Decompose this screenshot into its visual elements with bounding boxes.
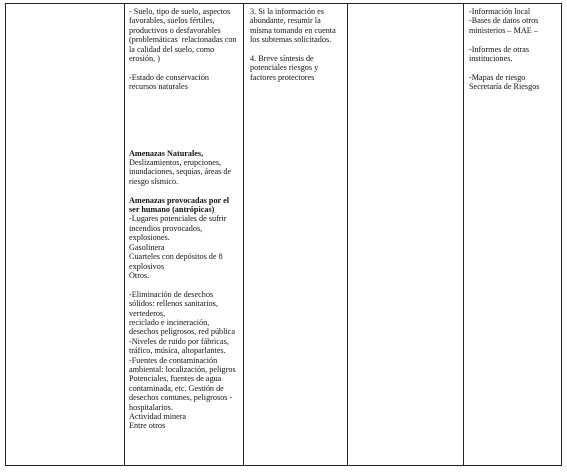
text-line: ambiental: localización, peligros [129,364,236,374]
text-line: sólidos: rellenos sanitarios, [129,299,218,309]
text-line: misma tomando en cuenta [250,25,336,35]
table-cell-col2 [125,4,243,465]
text-line: -Bases de datos otros [469,16,539,26]
text-line: -Mapas de riesgo [469,72,526,82]
text-line: -Lugares potenciales de sufrir [129,214,227,224]
table-cell-col5 [464,4,561,465]
text-line: contaminada, etc. Gestión de [129,383,224,393]
text-line: -Fuentes de contaminación [129,355,218,365]
table-cell-col1 [6,4,124,465]
text-line: - Suelo, tipo de suelo, aspectos [129,7,231,16]
text-line: instituciones. [469,54,513,64]
text-line: reciclado e incineración, [129,317,210,327]
text-line: Cuarteles con depósitos de 8 [129,252,223,262]
section-heading-human: ser humano (antrópicas) [129,205,215,215]
text-line: la calidad del suelo, como [129,44,215,54]
text-line: vertederos, [129,308,166,318]
text-line: -Niveles de ruido por fábricas, [129,336,229,346]
text-line: Entre otros [129,421,166,431]
text-line: -Eliminación de desechos [129,289,214,299]
text-line: favorables, suelos fértiles, [129,16,215,26]
text-line: -Estado de conservación [129,72,210,82]
text-line: los subtemas solicitados. [250,35,332,45]
text-line: inundaciones, sequías, áreas de [129,167,232,177]
text-line: -Informes de otras [469,44,530,54]
text-line: -Información local [469,7,531,16]
requirements-table [5,3,562,466]
text-line: productivos o desfavorables [129,25,221,35]
text-line: incendios provocados, [129,223,203,233]
text-line: Secretaría de Riesgos [469,82,540,92]
text-line: desechos peligrosos, red pública [129,327,235,337]
text-line: erosión, ) [129,54,160,64]
text-line: recursos naturales [129,82,188,92]
text-line: tráfico, música, altoparlantes. [129,346,226,356]
text-line: desechos comunes, peligrosos - [129,393,233,403]
text-line: explosivos [129,261,165,271]
table-cell-col3 [244,4,347,465]
text-line: hospitalarios. [129,402,173,412]
text-line: (problemáticas relacionadas con [129,35,237,45]
text-line: factores protectores [250,72,315,82]
text-line: abundante, resumir la [250,16,321,26]
text-line: ministerios – MAE – [469,25,538,35]
text-line: explosiones. [129,233,170,243]
text-line: Potenciales, fuentes de agua [129,374,222,384]
text-line: 3. Si la información es [250,7,324,16]
text-line: Deslizamientos, erupciones, [129,158,222,168]
text-line: Otros. [129,270,150,280]
text-line: Actividad minera [129,411,187,421]
text-line: 4. Breve síntesis de [250,54,314,64]
section-heading-human: Amenazas provocadas por el [129,195,229,205]
text-line: Gasolinera [129,242,165,252]
table-cell-col4 [348,4,463,465]
section-heading-natural: Amenazas Naturales, [129,148,204,158]
text-line: riesgo sísmico. [129,176,179,186]
text-line: potenciales riesgos y [250,63,319,73]
